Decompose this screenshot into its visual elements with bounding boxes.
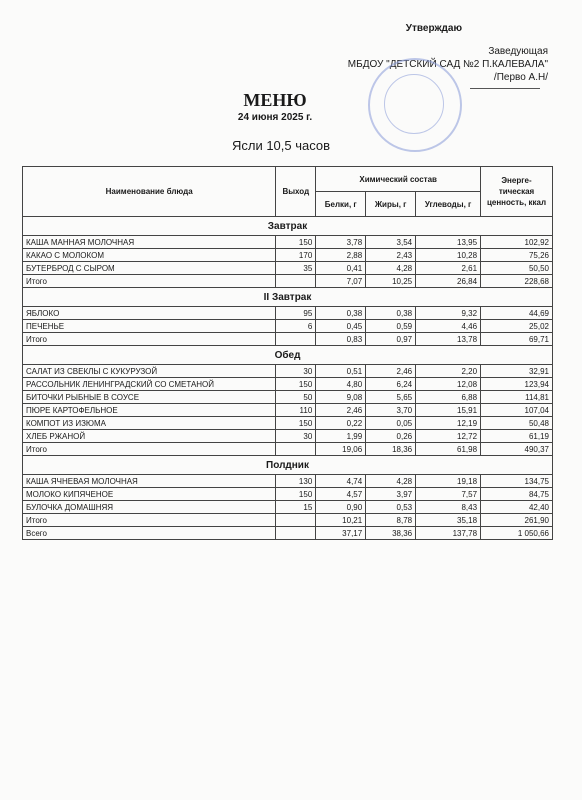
table-row <box>23 488 553 501</box>
dish-name: РАССОЛЬНИК ЛЕНИНГРАДСКИЙ СО СМЕТАНОЙ <box>23 378 276 391</box>
menu-table <box>22 166 553 540</box>
dish-energy: 114,81 <box>481 391 553 404</box>
total-fat: 18,36 <box>366 443 416 456</box>
section-total-row <box>23 514 553 527</box>
section-header-row <box>23 217 553 236</box>
table-row <box>23 249 553 262</box>
dish-yield: 95 <box>276 307 316 320</box>
menu-table-body <box>23 217 553 540</box>
dish-fat: 0,59 <box>366 320 416 333</box>
dish-carbs: 12,72 <box>416 430 481 443</box>
dish-fat: 6,24 <box>366 378 416 391</box>
dish-carbs: 19,18 <box>416 475 481 488</box>
dish-name: БУТЕРБРОД С СЫРОМ <box>23 262 276 275</box>
dish-fat: 0,26 <box>366 430 416 443</box>
dish-energy: 107,04 <box>481 404 553 417</box>
handwritten-signature <box>470 70 540 89</box>
dish-protein: 2,46 <box>316 404 366 417</box>
dish-carbs: 4,46 <box>416 320 481 333</box>
grand-total-yield <box>276 527 316 540</box>
table-row <box>23 417 553 430</box>
header-fat: Жиры, г <box>366 192 416 217</box>
grand-total-fat: 38,36 <box>366 527 416 540</box>
approval-heading: Утверждаю <box>405 23 462 34</box>
dish-yield: 150 <box>276 488 316 501</box>
table-row <box>23 391 553 404</box>
dish-fat: 3,97 <box>366 488 416 501</box>
approval-organization: МБДОУ "ДЕТСКИЙ САД №2 П.КАЛЕВАЛА" <box>347 59 548 70</box>
group-name: Ясли 10,5 часов <box>231 138 331 153</box>
dish-fat: 3,54 <box>366 236 416 249</box>
header-protein: Белки, г <box>316 192 366 217</box>
dish-energy: 102,92 <box>481 236 553 249</box>
dish-fat: 0,05 <box>366 417 416 430</box>
dish-yield: 150 <box>276 378 316 391</box>
total-energy: 261,90 <box>481 514 553 527</box>
dish-yield: 30 <box>276 365 316 378</box>
dish-name: КАША МАННАЯ МОЛОЧНАЯ <box>23 236 276 249</box>
total-protein: 0,83 <box>316 333 366 346</box>
section-title: Полдник <box>23 456 553 475</box>
dish-protein: 0,38 <box>316 307 366 320</box>
total-carbs: 35,18 <box>416 514 481 527</box>
approval-position: Заведующая <box>488 46 548 57</box>
dish-name: ПЮРЕ КАРТОФЕЛЬНОЕ <box>23 404 276 417</box>
dish-energy: 123,94 <box>481 378 553 391</box>
dish-carbs: 13,95 <box>416 236 481 249</box>
total-yield <box>276 275 316 288</box>
total-protein: 10,21 <box>316 514 366 527</box>
total-label: Итого <box>23 514 276 527</box>
total-yield <box>276 333 316 346</box>
dish-yield: 110 <box>276 404 316 417</box>
dish-protein: 2,88 <box>316 249 366 262</box>
table-row <box>23 262 553 275</box>
dish-protein: 0,51 <box>316 365 366 378</box>
dish-protein: 0,45 <box>316 320 366 333</box>
table-row <box>23 430 553 443</box>
dish-protein: 0,22 <box>316 417 366 430</box>
grand-total-energy: 1 050,66 <box>481 527 553 540</box>
table-row <box>23 320 553 333</box>
dish-protein: 4,57 <box>316 488 366 501</box>
total-carbs: 13,78 <box>416 333 481 346</box>
total-fat: 10,25 <box>366 275 416 288</box>
menu-date: 24 июня 2025 г. <box>237 112 313 123</box>
dish-name: БИТОЧКИ РЫБНЫЕ В СОУСЕ <box>23 391 276 404</box>
total-energy: 69,71 <box>481 333 553 346</box>
dish-carbs: 2,61 <box>416 262 481 275</box>
total-label: Итого <box>23 333 276 346</box>
dish-protein: 4,80 <box>316 378 366 391</box>
total-protein: 19,06 <box>316 443 366 456</box>
section-total-row <box>23 333 553 346</box>
dish-carbs: 8,43 <box>416 501 481 514</box>
dish-yield: 50 <box>276 391 316 404</box>
table-row <box>23 475 553 488</box>
dish-energy: 84,75 <box>481 488 553 501</box>
dish-yield: 150 <box>276 236 316 249</box>
dish-protein: 3,78 <box>316 236 366 249</box>
dish-protein: 9,08 <box>316 391 366 404</box>
total-yield <box>276 514 316 527</box>
dish-fat: 2,43 <box>366 249 416 262</box>
section-header-row <box>23 346 553 365</box>
document-title: МЕНЮ <box>243 90 307 110</box>
approval-signature: /Перво А.Н/ <box>493 72 548 83</box>
header-yield: Выход <box>276 167 316 217</box>
dish-energy: 25,02 <box>481 320 553 333</box>
dish-yield: 6 <box>276 320 316 333</box>
dish-carbs: 2,20 <box>416 365 481 378</box>
dish-name: ЯБЛОКО <box>23 307 276 320</box>
total-label: Итого <box>23 275 276 288</box>
dish-yield: 30 <box>276 430 316 443</box>
dish-carbs: 7,57 <box>416 488 481 501</box>
dish-fat: 2,46 <box>366 365 416 378</box>
header-energy: Энерге-тическая ценность, ккал <box>481 167 553 217</box>
grand-total-label: Всего <box>23 527 276 540</box>
table-row <box>23 404 553 417</box>
dish-energy: 61,19 <box>481 430 553 443</box>
dish-energy: 134,75 <box>481 475 553 488</box>
dish-yield: 130 <box>276 475 316 488</box>
table-row <box>23 365 553 378</box>
dish-name: КАША ЯЧНЕВАЯ МОЛОЧНАЯ <box>23 475 276 488</box>
dish-yield: 15 <box>276 501 316 514</box>
dish-energy: 42,40 <box>481 501 553 514</box>
table-row <box>23 501 553 514</box>
total-yield <box>276 443 316 456</box>
header-chemical-composition: Химический состав <box>316 167 481 192</box>
header-dish-name: Наименование блюда <box>23 167 276 217</box>
dish-protein: 0,41 <box>316 262 366 275</box>
dish-name: КОМПОТ ИЗ ИЗЮМА <box>23 417 276 430</box>
section-header-row <box>23 288 553 307</box>
dish-fat: 5,65 <box>366 391 416 404</box>
dish-energy: 44,69 <box>481 307 553 320</box>
dish-carbs: 15,91 <box>416 404 481 417</box>
section-title: Обед <box>23 346 553 365</box>
dish-protein: 4,74 <box>316 475 366 488</box>
table-row <box>23 307 553 320</box>
total-protein: 7,07 <box>316 275 366 288</box>
dish-carbs: 12,19 <box>416 417 481 430</box>
total-carbs: 26,84 <box>416 275 481 288</box>
grand-total-protein: 37,17 <box>316 527 366 540</box>
dish-fat: 0,53 <box>366 501 416 514</box>
dish-carbs: 9,32 <box>416 307 481 320</box>
section-title: Завтрак <box>23 217 553 236</box>
section-title: II Завтрак <box>23 288 553 307</box>
dish-energy: 50,48 <box>481 417 553 430</box>
table-row <box>23 378 553 391</box>
total-label: Итого <box>23 443 276 456</box>
dish-carbs: 12,08 <box>416 378 481 391</box>
grand-total-carbs: 137,78 <box>416 527 481 540</box>
dish-energy: 50,50 <box>481 262 553 275</box>
dish-name: БУЛОЧКА ДОМАШНЯЯ <box>23 501 276 514</box>
total-fat: 0,97 <box>366 333 416 346</box>
dish-name: КАКАО С МОЛОКОМ <box>23 249 276 262</box>
dish-name: ХЛЕБ РЖАНОЙ <box>23 430 276 443</box>
dish-protein: 1,99 <box>316 430 366 443</box>
dish-energy: 32,91 <box>481 365 553 378</box>
section-header-row <box>23 456 553 475</box>
grand-total-row <box>23 527 553 540</box>
dish-fat: 0,38 <box>366 307 416 320</box>
total-fat: 8,78 <box>366 514 416 527</box>
dish-fat: 4,28 <box>366 262 416 275</box>
dish-name: САЛАТ ИЗ СВЕКЛЫ С КУКУРУЗОЙ <box>23 365 276 378</box>
dish-yield: 170 <box>276 249 316 262</box>
table-row <box>23 236 553 249</box>
dish-name: МОЛОКО КИПЯЧЕНОЕ <box>23 488 276 501</box>
section-total-row <box>23 443 553 456</box>
dish-protein: 0,90 <box>316 501 366 514</box>
dish-carbs: 10,28 <box>416 249 481 262</box>
header-carbs: Углеводы, г <box>416 192 481 217</box>
dish-name: ПЕЧЕНЬЕ <box>23 320 276 333</box>
total-carbs: 61,98 <box>416 443 481 456</box>
total-energy: 490,37 <box>481 443 553 456</box>
total-energy: 228,68 <box>481 275 553 288</box>
dish-yield: 35 <box>276 262 316 275</box>
dish-energy: 75,26 <box>481 249 553 262</box>
dish-carbs: 6,88 <box>416 391 481 404</box>
dish-fat: 3,70 <box>366 404 416 417</box>
dish-yield: 150 <box>276 417 316 430</box>
dish-fat: 4,28 <box>366 475 416 488</box>
section-total-row <box>23 275 553 288</box>
